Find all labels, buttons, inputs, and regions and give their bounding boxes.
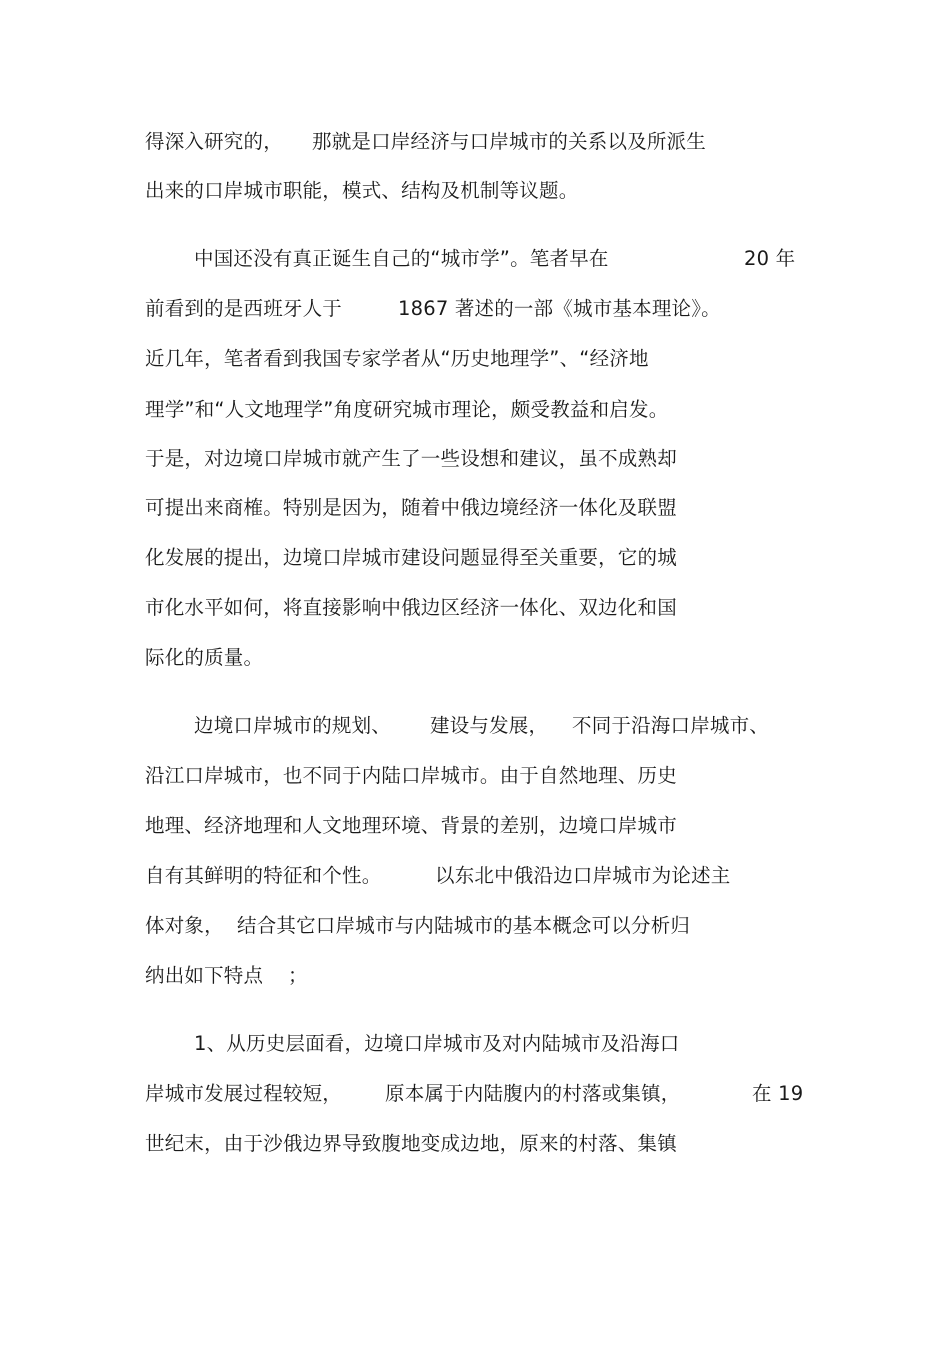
text-segment: 1867 著述的一部《城市基本理论》。 [398,297,721,320]
text-line [145,444,677,474]
text-line [145,127,707,157]
text-segment: 体对象， [145,914,224,937]
text-line [145,811,677,841]
text-segment: 市化水平如何，将直接影响中俄边区经济一体化、双边化和国 [145,596,677,619]
text-segment: 原本属于内陆腹内的村落或集镇， [385,1082,681,1105]
text-segment: 于是，对边境口岸城市就产生了一些设想和建议，虽不成熟却 [145,447,677,470]
text-segment: 边境口岸城市的规划、 [194,714,392,737]
text-line [145,395,669,425]
text-line [145,961,308,991]
text-line [145,344,649,374]
text-line [194,244,796,274]
text-line [145,543,677,573]
text-segment: 际化的质量。 [145,646,264,669]
text-segment: 沿江口岸城市，也不同于内陆口岸城市。由于自然地理、历史 [145,764,677,787]
text-line [145,593,677,623]
text-segment: 中国还没有真正诞生自己的“城市学”。笔者早在 [194,247,609,270]
text-segment: 纳出如下特点 [145,964,264,987]
text-line [145,294,721,324]
text-segment: 理学”和“人文地理学”角度研究城市理论，颇受教益和启发。 [145,398,669,421]
text-segment: 得深入研究的， [145,130,283,153]
text-line [145,643,264,673]
text-segment: 世纪末，由于沙俄边界导致腹地变成边地，原来的村落、集镇 [145,1132,677,1155]
text-segment: ； [288,964,308,987]
text-line [194,711,770,741]
text-line [145,861,731,891]
text-segment: 出来的口岸城市职能，模式、结构及机制等议题。 [145,179,579,202]
text-line [194,1029,680,1059]
text-segment: 自有其鲜明的特征和个性。 [145,864,382,887]
text-segment: 在 19 [752,1082,804,1105]
text-segment: 可提出来商榷。特别是因为，随着中俄边境经济一体化及联盟 [145,496,677,519]
text-line [145,176,579,206]
text-line [145,761,677,791]
text-line [145,1079,804,1109]
text-segment: 建设与发展， [430,714,549,737]
text-segment: 近几年，笔者看到我国专家学者从“历史地理学”、“经济地 [145,347,649,370]
text-segment: 岸城市发展过程较短， [145,1082,343,1105]
text-segment: 1、从历史层面看，边境口岸城市及对内陆城市及沿海口 [194,1032,680,1055]
text-segment: 结合其它口岸城市与内陆城市的基本概念可以分析归 [237,914,691,937]
text-segment: 以东北中俄沿边口岸城市为论述主 [435,864,731,887]
text-segment: 地理、经济地理和人文地理环境、背景的差别，边境口岸城市 [145,814,677,837]
text-segment: 20 年 [744,247,796,270]
text-segment: 化发展的提出，边境口岸城市建设问题显得至关重要，它的城 [145,546,677,569]
text-segment: 那就是口岸经济与口岸城市的关系以及所派生 [312,130,707,153]
text-segment: 前看到的是西班牙人于 [145,297,343,320]
text-line [145,493,677,523]
text-line [145,1129,677,1159]
text-segment: 不同于沿海口岸城市、 [572,714,770,737]
text-line [145,911,691,941]
